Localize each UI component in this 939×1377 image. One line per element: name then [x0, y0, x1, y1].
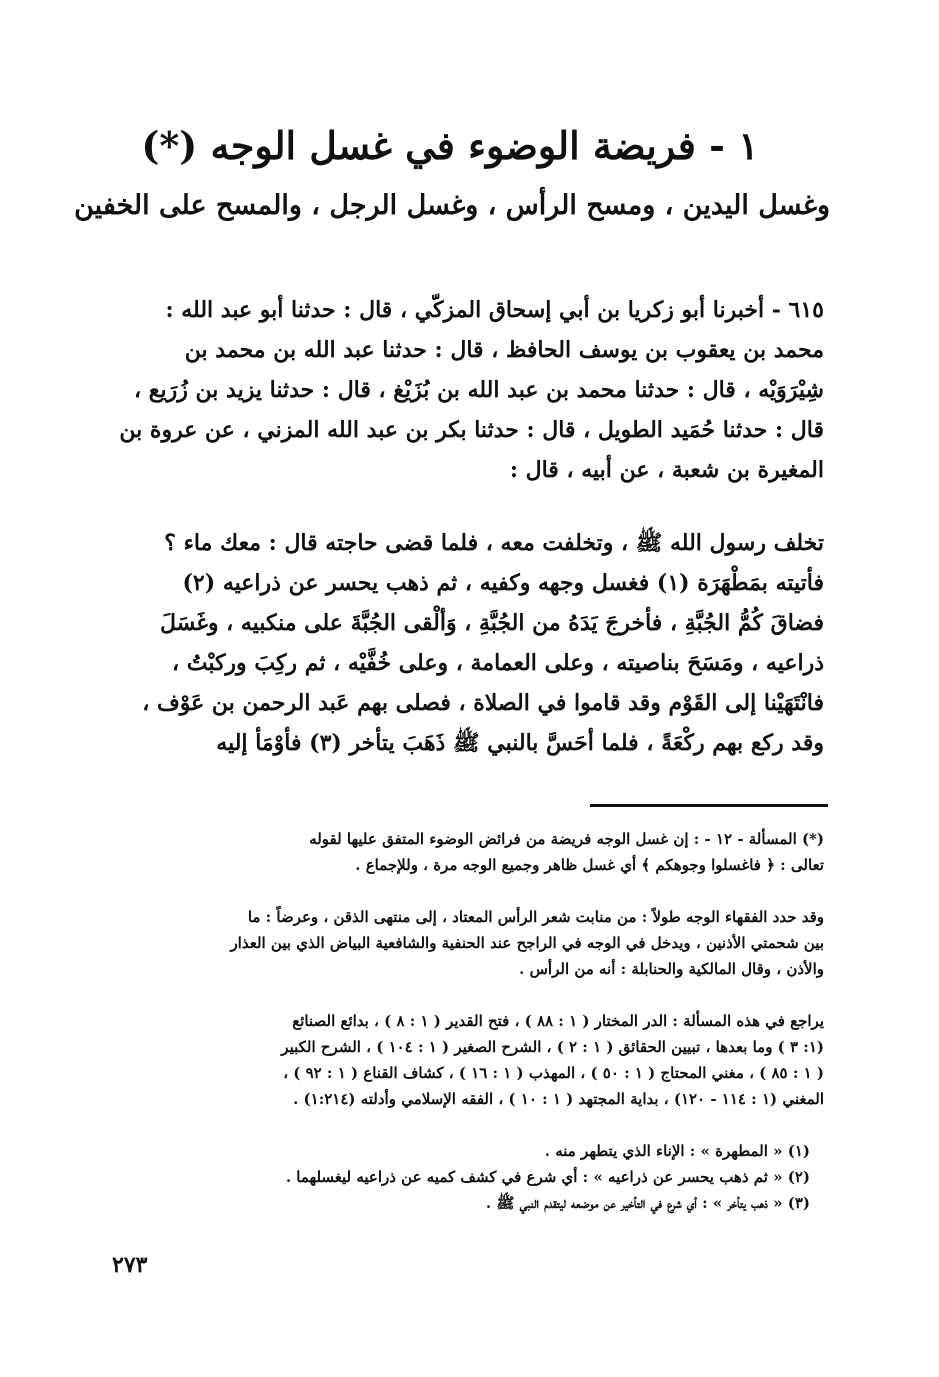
- isnad-line: محمد بن يعقوب بن يوسف الحافظ ، قال : حدثنا عبد الله بن محمد بن: [184, 337, 824, 363]
- hadith-line: تخلف رسول الله ﷺ ، وتخلفت معه ، فلما قضى حاجته قال : معك ماء ؟: [164, 530, 824, 556]
- note-line: بين شحمتي الأذنين ، ويدخل في الوجه في الراجح عند الحنفية والشافعية البياض الذي بين العذار: [230, 934, 824, 952]
- footnotes: [104, 1138, 824, 1216]
- note-line: يراجع في هذه المسألة : الدر المختار ( ١ : ٨٨ ) ، فتح القدير ( ١ : ٨ ) ، بدائع الصنائع: [292, 1012, 824, 1030]
- note-line: وقد حدد الفقهاء الوجه طولاً : من منابت شعر الرأس المعتاد ، إلى منتهى الذقن ، وعرضاً : ما: [247, 908, 824, 926]
- definition-note: [104, 904, 824, 982]
- hadith-line: فانْتَهَيْنا إلى القَوْم وقد قاموا في الصلاة ، فصلى بهم عَبد الرحمن بن عَوْف ،: [142, 690, 824, 716]
- note-line: تعالى : ﴿ فاغسلوا وجوهكم ﴾ أي غسل ظاهر وجميع الوجه مرة ، وللإجماع .: [355, 856, 824, 874]
- isnad-line: قال : حدثنا حُمَيد الطويل ، قال : حدثنا بكر بن عبد الله المزني ، عن عروة بن: [119, 417, 824, 443]
- page-number: ٢٧٣: [112, 1252, 148, 1278]
- isnad-line: ٦١٥ - أخبرنا أبو زكريا بن أبي إسحاق المزكّي ، قال : حدثنا أبو عبد الله :: [165, 297, 824, 323]
- footnote-3: (٣) « ذهب يتأخر » : أي شرع في التأخير عن موضعه ليتقدم النبي ﷺ .: [485, 1194, 810, 1212]
- hadith-line: فأتيته بمَطْهَرَة (١) فغسل وجهه وكفيه ، ثم ذهب يحسر عن ذراعيه (٢): [182, 570, 824, 596]
- hadith-line: ذراعيه ، ومَسَحَ بناصيته ، وعلى العمامة ، وعلى خُفَّيْه ، ثم ركِبَ وركبْتُ ،: [171, 650, 824, 676]
- masala-note: [104, 826, 824, 878]
- footnote-2: (٢) « ثم ذهب يحسر عن ذراعيه » : أي شرع في كشف كميه عن ذراعيه ليغسلهما .: [285, 1168, 810, 1186]
- note-line: المغني (١ : ١١٤ - ١٢٠) ، بداية المجتهد ( ١ : ١٠ ) ، الفقه الإسلامي وأدلته (١:٢١٤) .: [293, 1090, 824, 1108]
- chapter-subtitle: وغسل اليدين ، ومسح الرأس ، وغسل الرجل ، والمسح على الخفين: [74, 190, 830, 221]
- note-line: والأذن ، وقال المالكية والحنابلة : أنه من الرأس .: [519, 960, 824, 978]
- note-line: ( ١ : ٨٥ ) ، مغني المحتاج ( ١ : ٥٠ ) ، المهذب ( ١ : ١٦ ) ، كشاف القناع ( ١ : ٩٢ ) ،: [283, 1064, 824, 1082]
- isnad-line: المغيرة بن شعبة ، عن أبيه ، قال :: [509, 457, 824, 483]
- chapter-title: ١ - فريضة الوضوء في غسل الوجه (*): [141, 123, 759, 168]
- isnad-paragraph: [104, 290, 824, 490]
- note-line: (*) المسألة - ١٢ - : إن غسل الوجه فريضة من فرائض الوضوء المتفق عليها لقوله: [309, 830, 824, 848]
- hadith-line: فضاقَ كُمُّ الجُبَّةِ ، فأخرجَ يَدَهُ من الجُبَّةِ ، وَألْقى الجُبَّةَ على منكبيه ، وغَسَلَ: [160, 610, 824, 636]
- footnote-separator: [590, 804, 828, 807]
- footnote-1: (١) « المطهرة » : الإناء الذي يتطهر منه .: [544, 1142, 810, 1160]
- hadith-line: وقد ركع بهم ركْعَةً ، فلما أحَسَّ بالنبي ﷺ ذَهَبَ يتأخر (٣) فأوْمَأ إليه: [216, 730, 824, 756]
- references-note: [104, 1008, 824, 1112]
- hadith-text: [104, 523, 824, 763]
- isnad-line: شِيْرَوَيْه ، قال : حدثنا محمد بن عبد الله بن بُزَيْغ ، قال : حدثنا يزيد بن زُرَيع ،: [134, 377, 824, 403]
- note-line: (١: ٣ ) وما بعدها ، تبيين الحقائق ( ١ : ٢ ) ، الشرح الصغير ( ١ : ١٠٤ ) ، الشرح الكبير: [281, 1038, 824, 1056]
